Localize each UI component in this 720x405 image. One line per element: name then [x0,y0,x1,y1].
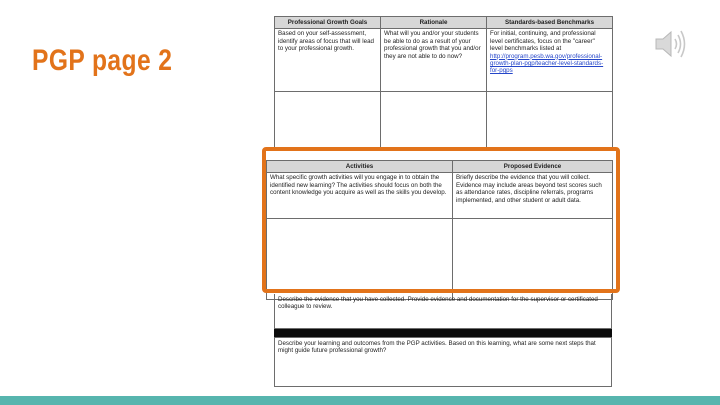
reflection-section [274,294,612,387]
table-row [275,92,613,149]
rationale-instructions: What will you and/or your students be able to do as a result of your professional growth that you and/or they are not able to do now? [381,29,487,92]
collected-evidence-prompt: Describe the evidence that you have collected. Provide evidence and documentation for the supervisor or certificated colleague to review. [274,294,612,329]
activities-instructions: What specific growth activities will you engage in to obtain the identified new learning? The activities should focus on both the content knowledge you acquire as well as the skills you develop. [267,173,453,219]
header-activities: Activities [267,161,453,173]
header-standards-benchmarks: Standards-based Benchmarks [487,17,613,29]
highlight-box [262,147,620,293]
evidence-instructions: Briefly describe the evidence that you will collect. Evidence may include areas beyond test scores such as attendance rates, discipline referrals, programs implemented, and other student or adult data. [453,173,613,219]
benchmarks-text: For initial, continuing, and professional level certificates, focus on the "career" level benchmarks listed at [490,30,596,53]
header-proposed-evidence: Proposed Evidence [453,161,613,173]
learning-outcomes-prompt: Describe your learning and outcomes from the PGP activities. Based on this learning, what are some next steps that might guide future professional growth? [274,337,612,387]
section-divider [274,329,612,337]
benchmarks-entry-cell [487,92,613,149]
rationale-entry-cell [381,92,487,149]
header-professional-growth-goals: Professional Growth Goals [275,17,381,29]
goals-table-header [275,17,613,29]
table-row [275,29,613,92]
goals-table [274,16,613,149]
footer-bar [0,396,720,405]
goals-instructions: Based on your self-assessment, identify areas of focus that will lead to your professional growth. [275,29,381,92]
benchmarks-instructions [487,29,613,92]
benchmarks-link[interactable]: http://program.pesb.wa.gov/professional-growth-plan-pgp/teacher-level-standards-for-pgps [490,52,604,75]
speaker-icon[interactable] [652,26,692,62]
header-rationale: Rationale [381,17,487,29]
goals-entry-cell [275,92,381,149]
slide-title: PGP page 2 [32,44,173,77]
